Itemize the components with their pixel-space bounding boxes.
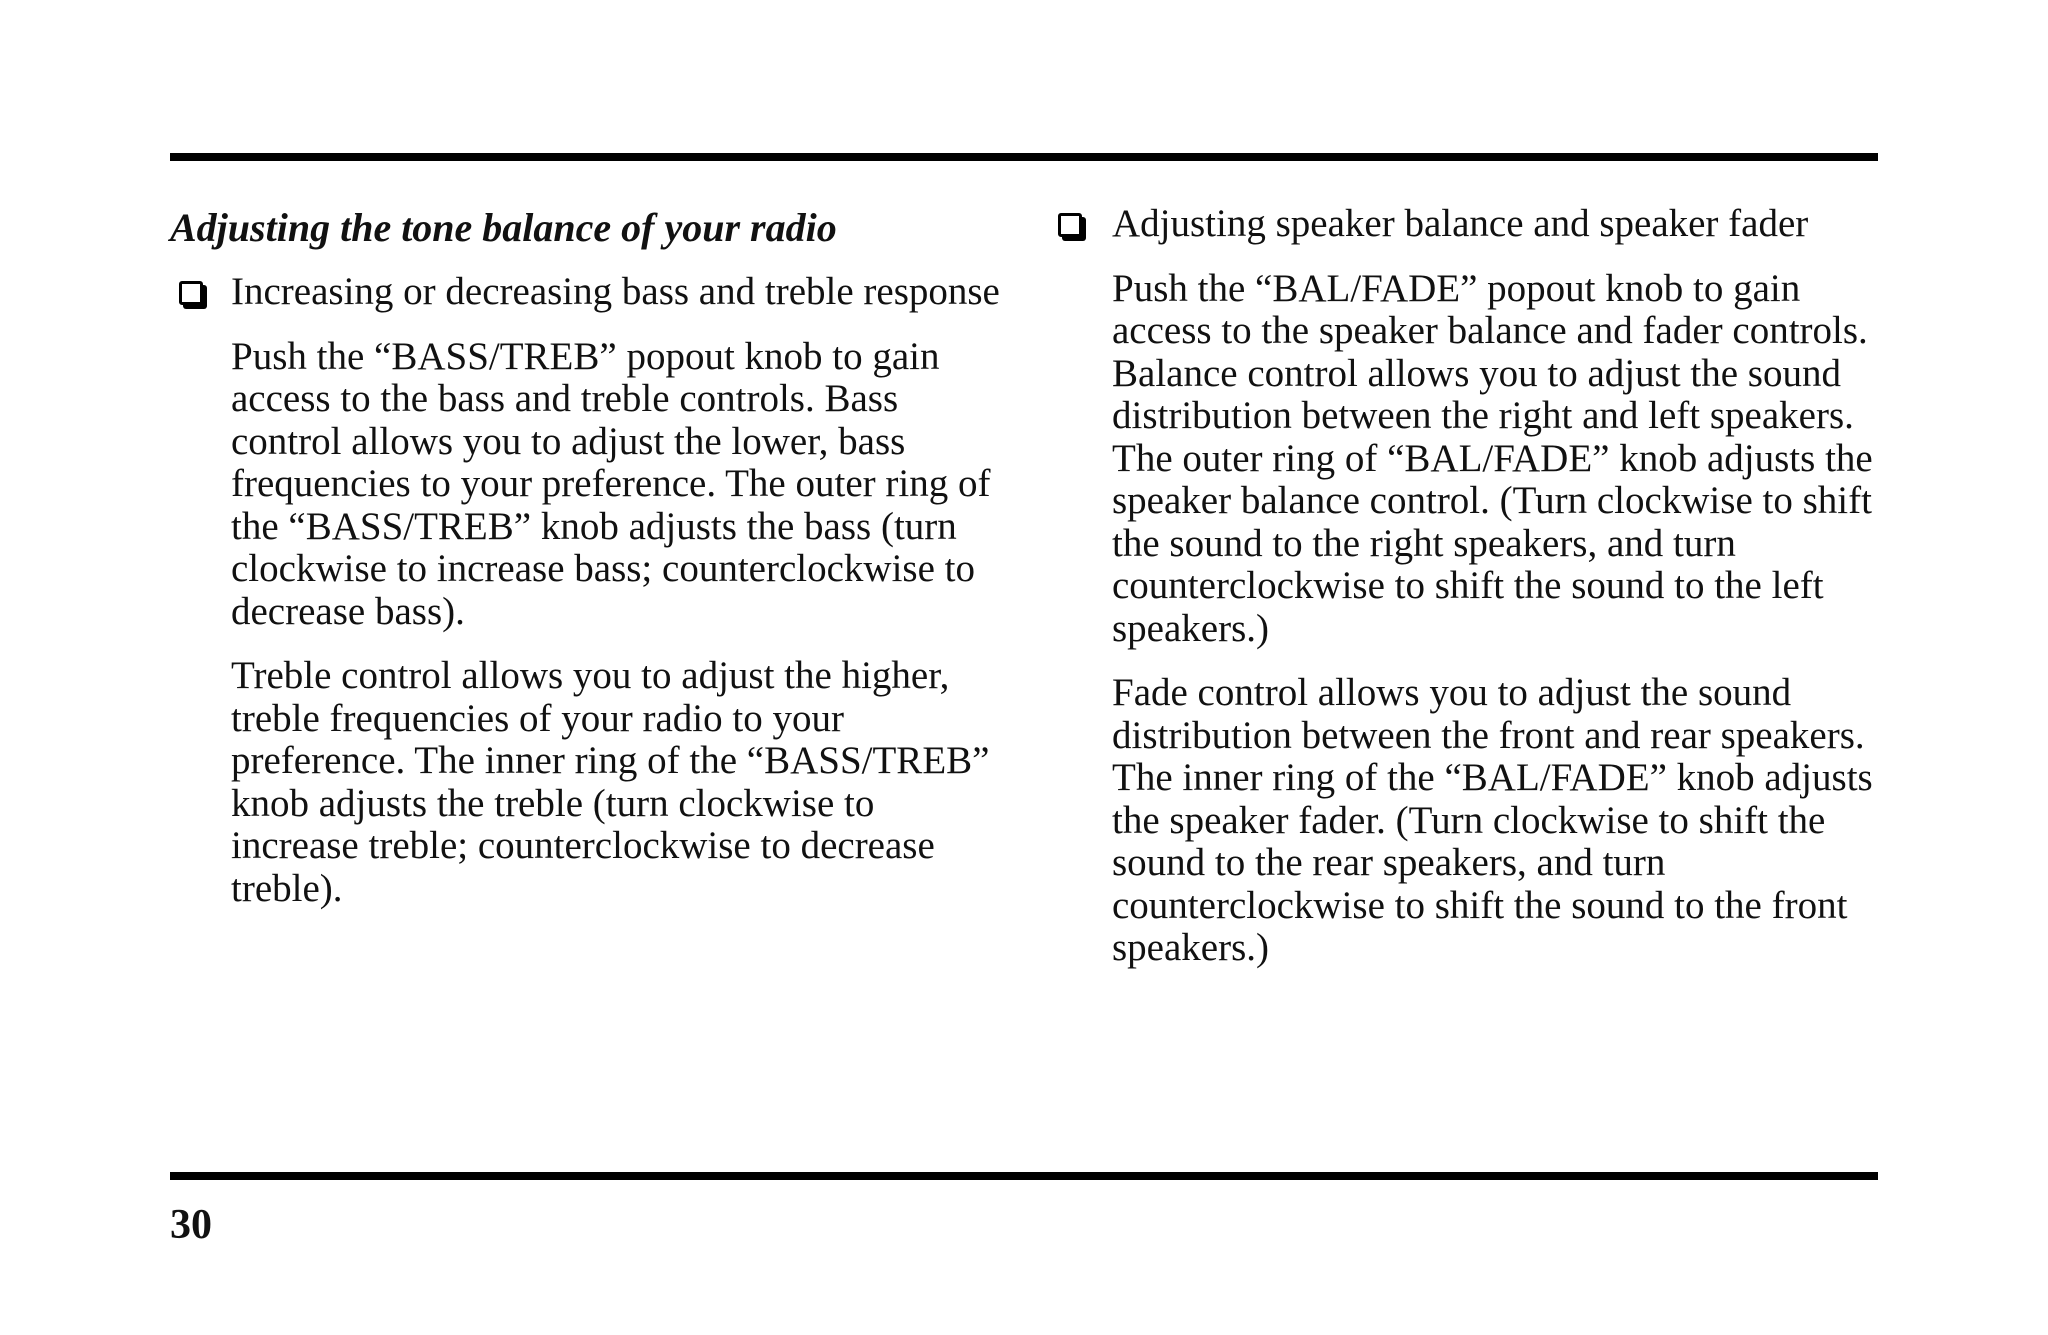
body-paragraph-treble: Treble control allows you to adjust the higher, treble frequencies of your radio to your preference. The inner ring of the “BASS/TREB” knob adjusts the treble (turn clockwise to increase treble; counterclockwise to decrease treble). [231, 654, 990, 910]
right-column [1058, 203, 1890, 992]
section-heading: Adjusting the tone balance of your radio [170, 205, 837, 250]
body-paragraph-balance: Push the “BAL/FADE” popout knob to gain access to the speaker balance and fader controls. Balance control allows you to adjust the sound distribution between the right and left speakers. The outer ring of “BAL/FADE” knob adjusts the speaker balance control. (Turn clockwise to shift the sound to the right speakers, and turn counterclockwise to shift the sound to the left speakers.) [1112, 266, 1873, 650]
body-paragraph-bass: Push the “BASS/TREB” popout knob to gain access to the bass and treble controls. Bass control allows you to adjust the lower, bass frequencies to your preference. The outer ring of the “BASS/TREB” knob adjusts the bass (turn clockwise to increase bass; counterclockwise to decrease bass). [231, 334, 991, 633]
bottom-rule [170, 1172, 1878, 1180]
checkbox-icon [179, 281, 203, 305]
bullet-item-balance-fader [1058, 203, 1890, 246]
top-rule [170, 153, 1878, 161]
bullet-label: Adjusting speaker balance and speaker fader [1112, 202, 1809, 245]
left-column [170, 203, 1010, 932]
page-number: 30 [170, 1202, 212, 1248]
checkbox-icon [1058, 213, 1082, 237]
body-paragraph-fade: Fade control allows you to adjust the sound distribution between the front and rear speakers. The inner ring of the “BAL/FADE” knob adjusts the speaker fader. (Turn clockwise to shift the sound to the rear speakers, and turn counterclockwise to shift the sound to the front speakers.) [1112, 671, 1873, 969]
bullet-label: Increasing or decreasing bass and treble response [231, 270, 1000, 313]
bullet-item-bass-treble [170, 271, 1010, 314]
